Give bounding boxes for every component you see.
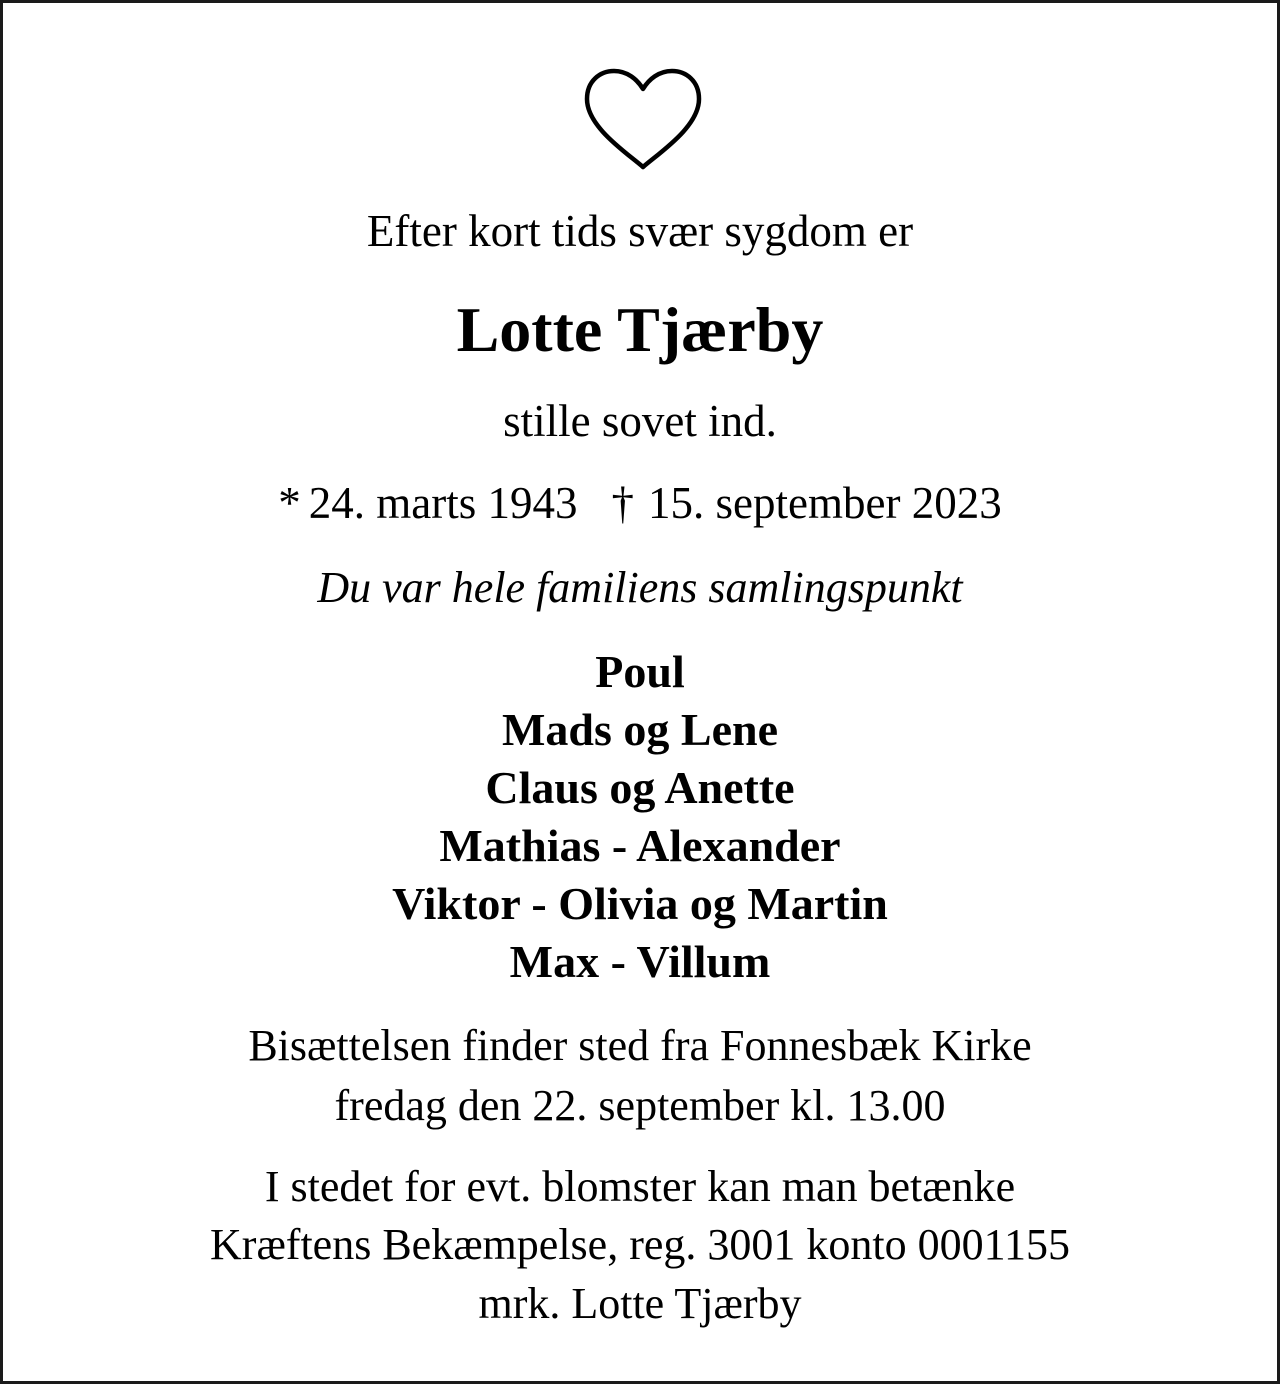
- life-dates: [3, 478, 1277, 528]
- mourner-line: Claus og Anette: [485, 762, 795, 813]
- donation-account: Kræftens Bekæmpelse, reg. 3001 konto 0001155: [210, 1220, 1070, 1269]
- donation-intro: I stedet for evt. blomster kan man betænke: [264, 1162, 1016, 1211]
- funeral-time: fredag den 22. september kl. 13.00: [334, 1081, 946, 1130]
- death-date: 15. september 2023: [648, 478, 1002, 528]
- intro-text: Efter kort tids svær sygdom er: [366, 206, 914, 256]
- mourners-list: [3, 646, 1277, 997]
- heart-icon: [581, 65, 705, 173]
- mourner-line: Max - Villum: [509, 936, 771, 987]
- mourner-line: Mads og Lene: [502, 704, 778, 755]
- funeral-location: Bisættelsen finder sted fra Fonnesbæk Kirke: [248, 1021, 1032, 1070]
- deceased-name: Lotte Tjærby: [456, 294, 824, 365]
- birth-symbol: *: [278, 478, 301, 528]
- mourner-line: Poul: [595, 646, 685, 697]
- donation-mark: mrk. Lotte Tjærby: [478, 1279, 802, 1328]
- motto: Du var hele familiens samlingspunkt: [317, 563, 963, 612]
- passed-text: stille sovet ind.: [503, 396, 777, 446]
- mourner-line: Mathias - Alexander: [439, 820, 841, 871]
- death-symbol: †: [611, 478, 635, 528]
- mourner-line: Viktor - Olivia og Martin: [392, 878, 888, 929]
- birth-date: 24. marts 1943: [308, 478, 578, 528]
